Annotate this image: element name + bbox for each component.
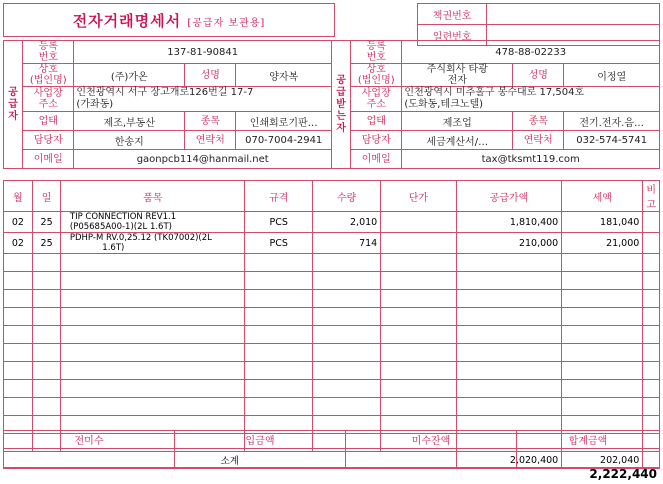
supplier-email-label: 이메일 (23, 150, 74, 169)
buyer-reg-no-label: 등록 번호 (351, 41, 402, 64)
row-month: 02 (4, 212, 33, 233)
buyer-name-label: 성명 (513, 64, 564, 87)
book-no-label: 책권번호 (418, 4, 487, 25)
row-note (643, 212, 660, 233)
deposit-value[interactable] (175, 449, 346, 468)
row-supply: 1,810,400 (456, 212, 562, 233)
row-price (381, 233, 456, 254)
buyer-tel-label: 연락처 (513, 131, 564, 150)
supplier-name-label: 성명 (185, 64, 236, 87)
col-tax: 세액 (562, 181, 643, 212)
summary-table (3, 430, 660, 468)
table-row-empty[interactable] (4, 326, 660, 344)
row-price (381, 212, 456, 233)
supplier-company-label: 상호 (법인명) (23, 64, 74, 87)
col-note: 비고 (643, 181, 660, 212)
row-item: PDHP-M RV.0,25.12 (TK07002)(2L 1.6T) (61, 233, 245, 254)
row-qty: 2,010 (313, 212, 381, 233)
buyer-item: 전기.전자.음… (564, 112, 660, 131)
grand-total: 2,222,440 (589, 467, 657, 481)
row-spec: PCS (245, 233, 313, 254)
supplier-email: gaonpcb114@hanmail.net (74, 150, 332, 169)
buyer-charge-label: 담당자 (351, 131, 402, 150)
buyer-reg-no: 478-88-02233 (402, 41, 660, 64)
document-title-box (3, 3, 335, 37)
subtotal-supply: 2,020,400 (456, 452, 562, 469)
page-title-sub: [공급자 보관용] (187, 18, 266, 29)
total-value[interactable] (517, 449, 660, 468)
supplier-addr-label: 사업장 주소 (23, 87, 74, 112)
summary-values-row (4, 449, 660, 468)
buyer-company: 주식회사 타광 전자 (402, 64, 513, 87)
table-row-empty[interactable] (4, 344, 660, 362)
buyer-tel: 032-574-5741 (564, 131, 660, 150)
table-row-empty[interactable] (4, 272, 660, 290)
book-no-value[interactable] (487, 4, 660, 25)
row-tax: 181,040 (562, 212, 643, 233)
deposit-label: 입금액 (175, 431, 346, 449)
row-day: 25 (32, 233, 61, 254)
table-row-empty[interactable] (4, 290, 660, 308)
supplier-tel: 070-7004-2941 (236, 131, 332, 150)
serial-no-label: 일련번호 (418, 25, 487, 46)
buyer-item-label: 종목 (513, 112, 564, 131)
supplier-biztype-label: 업태 (23, 112, 74, 131)
row-item: TIP CONNECTION REV1.1 (P05685A00-1)(2L 1.6T) (61, 212, 245, 233)
buyer-name: 이정열 (564, 64, 660, 87)
supplier-company: (주)가온 (74, 64, 185, 87)
supplier-address: 인천광역시 서구 장고개로126번길 17-7 (가좌동) (74, 87, 332, 112)
total-label: 합계금액 (517, 431, 660, 449)
buyer-biztype: 제조업 (402, 112, 513, 131)
supplier-charge: 한송지 (74, 131, 185, 150)
table-row[interactable] (4, 233, 660, 254)
col-qty: 수량 (313, 181, 381, 212)
row-note (643, 233, 660, 254)
table-row-empty[interactable] (4, 380, 660, 398)
supplier-charge-label: 담당자 (23, 131, 74, 150)
table-row-empty[interactable] (4, 254, 660, 272)
table-row-empty[interactable] (4, 398, 660, 416)
col-spec: 규격 (245, 181, 313, 212)
supplier-tel-label: 연락처 (185, 131, 236, 150)
supplier-name: 양자복 (236, 64, 332, 87)
row-spec: PCS (245, 212, 313, 233)
supplier-reg-no: 137-81-90841 (74, 41, 332, 64)
buyer-email-label: 이메일 (351, 150, 402, 169)
buyer-charge: 세금계산서/… (402, 131, 513, 150)
supplier-item-label: 종목 (185, 112, 236, 131)
supplier-biztype: 제조,부동산 (74, 112, 185, 131)
summary-labels-row (4, 431, 660, 449)
buyer-tab: 공 급 받 는 자 (331, 41, 350, 169)
buyer-address: 인천광역시 미추홀구 봉수대로 17,504호 (도화동,테크노텔) (402, 87, 660, 112)
table-row-empty[interactable] (4, 362, 660, 380)
unpaid-label: 미수잔액 (346, 431, 517, 449)
table-row-empty[interactable] (4, 308, 660, 326)
col-month: 월 (4, 181, 33, 212)
row-tax: 21,000 (562, 233, 643, 254)
subtotal-tax: 202,040 (562, 452, 643, 469)
buyer-biztype-label: 업태 (351, 112, 402, 131)
parties-info-table (3, 40, 660, 169)
prev-balance-value[interactable] (4, 449, 175, 468)
row-month: 02 (4, 233, 33, 254)
col-price: 단가 (381, 181, 456, 212)
supplier-item: 인쇄회로기판… (236, 112, 332, 131)
supplier-reg-no-label: 등록 번호 (23, 41, 74, 64)
supplier-tab: 공 급 자 (4, 41, 23, 169)
unpaid-value[interactable] (346, 449, 517, 468)
page-title: 전자거래명세서 (72, 12, 182, 30)
row-qty: 714 (313, 233, 381, 254)
col-supply: 공급가액 (456, 181, 562, 212)
buyer-company-label: 상호 (법인명) (351, 64, 402, 87)
col-item: 품목 (61, 181, 245, 212)
table-row[interactable] (4, 212, 660, 233)
buyer-email: tax@tksmt119.com (402, 150, 660, 169)
col-day: 일 (32, 181, 61, 212)
items-table (3, 180, 660, 469)
prev-balance-label: 전미수 (4, 431, 175, 449)
items-header-row (4, 181, 660, 212)
row-day: 25 (32, 212, 61, 233)
subtotal-label: 소계 (4, 452, 457, 469)
row-supply: 210,000 (456, 233, 562, 254)
buyer-addr-label: 사업장 주소 (351, 87, 402, 112)
